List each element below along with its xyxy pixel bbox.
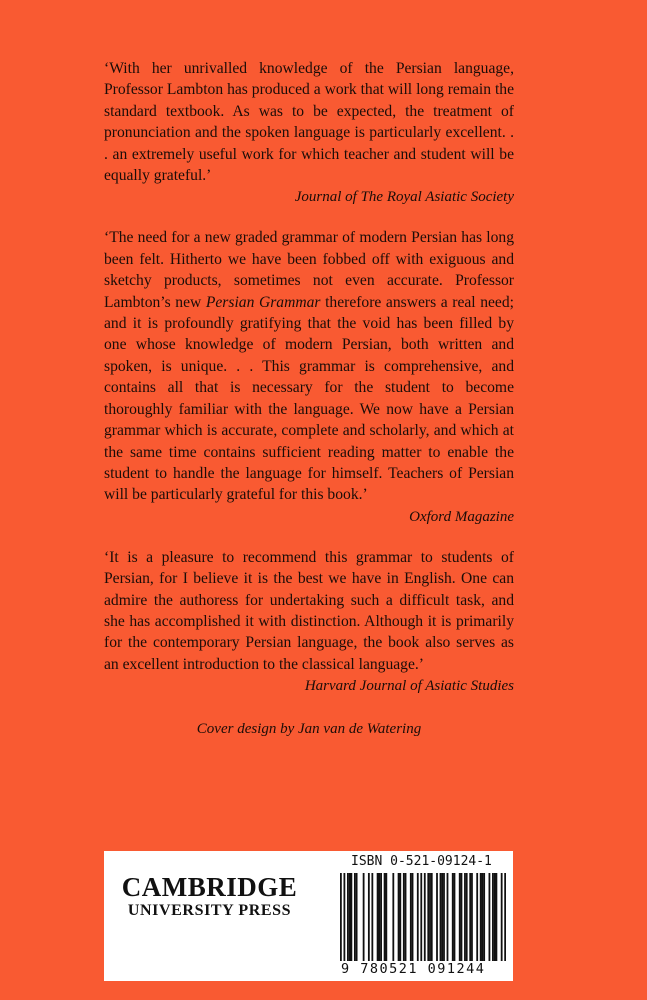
barcode-bar xyxy=(489,873,491,961)
book-title: Persian Grammar xyxy=(205,293,321,311)
barcode-bar xyxy=(420,873,422,961)
barcode-bar xyxy=(480,873,482,961)
review-source: Harvard Journal of Asiatic Studies xyxy=(304,678,514,695)
review-quote: ‘It is a pleasure to recommend this grammar to students of Persian, for I believe it is the best we have in English. One can admire the authoress for undertaking such a difficult task, and she has accomplished it with distinction. Although it is primarily for the contemporary Persian language, the book also serves as an excellent introduction to the classical language.’ xyxy=(104,548,514,673)
barcode-bar xyxy=(384,873,386,961)
barcode-bar xyxy=(471,873,473,961)
barcode-bar xyxy=(492,873,494,961)
barcode-bar xyxy=(482,873,484,961)
barcode-bar xyxy=(399,873,401,961)
barcode-bar xyxy=(494,873,496,961)
barcode-bar xyxy=(447,873,449,961)
publisher-name: CAMBRIDGE xyxy=(121,872,298,902)
review-harvard xyxy=(104,547,514,696)
barcode-bar xyxy=(427,873,429,961)
reviews xyxy=(104,58,514,716)
barcode-bar xyxy=(347,873,349,961)
publisher-logo xyxy=(112,873,307,921)
barcode-bar xyxy=(440,873,442,961)
barcode-bar xyxy=(443,873,445,961)
review-source: Journal of The Royal Asiatic Society xyxy=(294,189,514,206)
quote-text-after: therefore answers a real need; and it is profoundly gratifying that the void has been filled by one whose knowledge of modern Persian, both written and spoken, is unique. . . This grammar is comprehensive, and contains all that is necessary for the student to become thoroughly familiar with the language. We now have a Persian grammar which is accurate, complete and scholarly, and which at the same time contains sufficient reading matter to enable the student to handle the language for himself. Teachers of Persian will be particularly grateful for this book.’ xyxy=(104,293,514,504)
barcode-bar xyxy=(452,873,454,961)
barcode-bar xyxy=(385,873,387,961)
barcode-bar xyxy=(469,873,471,961)
barcode-bar xyxy=(424,873,426,961)
cover-design-credit: Cover design by Jan van de Watering xyxy=(196,721,422,737)
barcode-bar xyxy=(476,873,478,961)
barcode-bar xyxy=(363,873,365,961)
barcode-bar xyxy=(431,873,433,961)
barcode-bar xyxy=(459,873,461,961)
barcode-bar xyxy=(441,873,443,961)
barcode-bar xyxy=(350,873,352,961)
barcode xyxy=(340,873,506,961)
barcode-bar xyxy=(417,873,419,961)
barcode-bar xyxy=(501,873,503,961)
barcode-bar xyxy=(377,873,379,961)
barcode-bar xyxy=(410,873,412,961)
review-source: Oxford Magazine xyxy=(409,508,514,525)
barcode-bar xyxy=(412,873,414,961)
review-royal-asiatic xyxy=(104,58,514,207)
review-oxford xyxy=(104,227,514,526)
quote-text-before: ‘The need for a new graded grammar of modern Persian has long been felt. Hitherto we have been fobbed off with exiguous and sketchy products, sometimes not even accurate. Professor Lambton’s new xyxy=(104,229,514,311)
barcode-bar xyxy=(403,873,405,961)
barcode-digits: 9 780521 091244 xyxy=(341,961,486,977)
barcode-bar xyxy=(398,873,400,961)
publisher-subname: UNIVERSITY PRESS xyxy=(127,902,292,919)
barcode-bar xyxy=(343,873,345,961)
barcode-bar xyxy=(464,873,466,961)
barcode-bar xyxy=(496,873,498,961)
barcode-bar xyxy=(368,873,370,961)
barcode-bar xyxy=(340,873,342,961)
barcode-bar xyxy=(461,873,463,961)
barcode-bar xyxy=(436,873,438,961)
barcode-bar xyxy=(392,873,394,961)
barcode-bar xyxy=(349,873,351,961)
barcode-bar xyxy=(354,873,356,961)
isbn-text: ISBN 0-521-09124-1 xyxy=(351,854,492,869)
barcode-bar xyxy=(454,873,456,961)
barcode-bar xyxy=(466,873,468,961)
barcode-bar xyxy=(380,873,382,961)
barcode-bar xyxy=(504,873,506,961)
publisher-barcode-panel xyxy=(104,851,513,981)
barcode-bar xyxy=(371,873,373,961)
barcode-bar xyxy=(405,873,407,961)
review-quote xyxy=(104,227,514,505)
barcode-bar xyxy=(378,873,380,961)
review-quote: ‘With her unrivalled knowledge of the Persian language, Professor Lambton has produced a work that will long remain the standard textbook. As was to be expected, the treatment of pronunciation and the spoken language is particularly excellent. . . an extremely useful work for which teacher and student will be equally grateful.’ xyxy=(104,60,514,185)
barcode-bar xyxy=(356,873,358,961)
barcode-bar xyxy=(429,873,431,961)
barcode-bar xyxy=(483,873,485,961)
